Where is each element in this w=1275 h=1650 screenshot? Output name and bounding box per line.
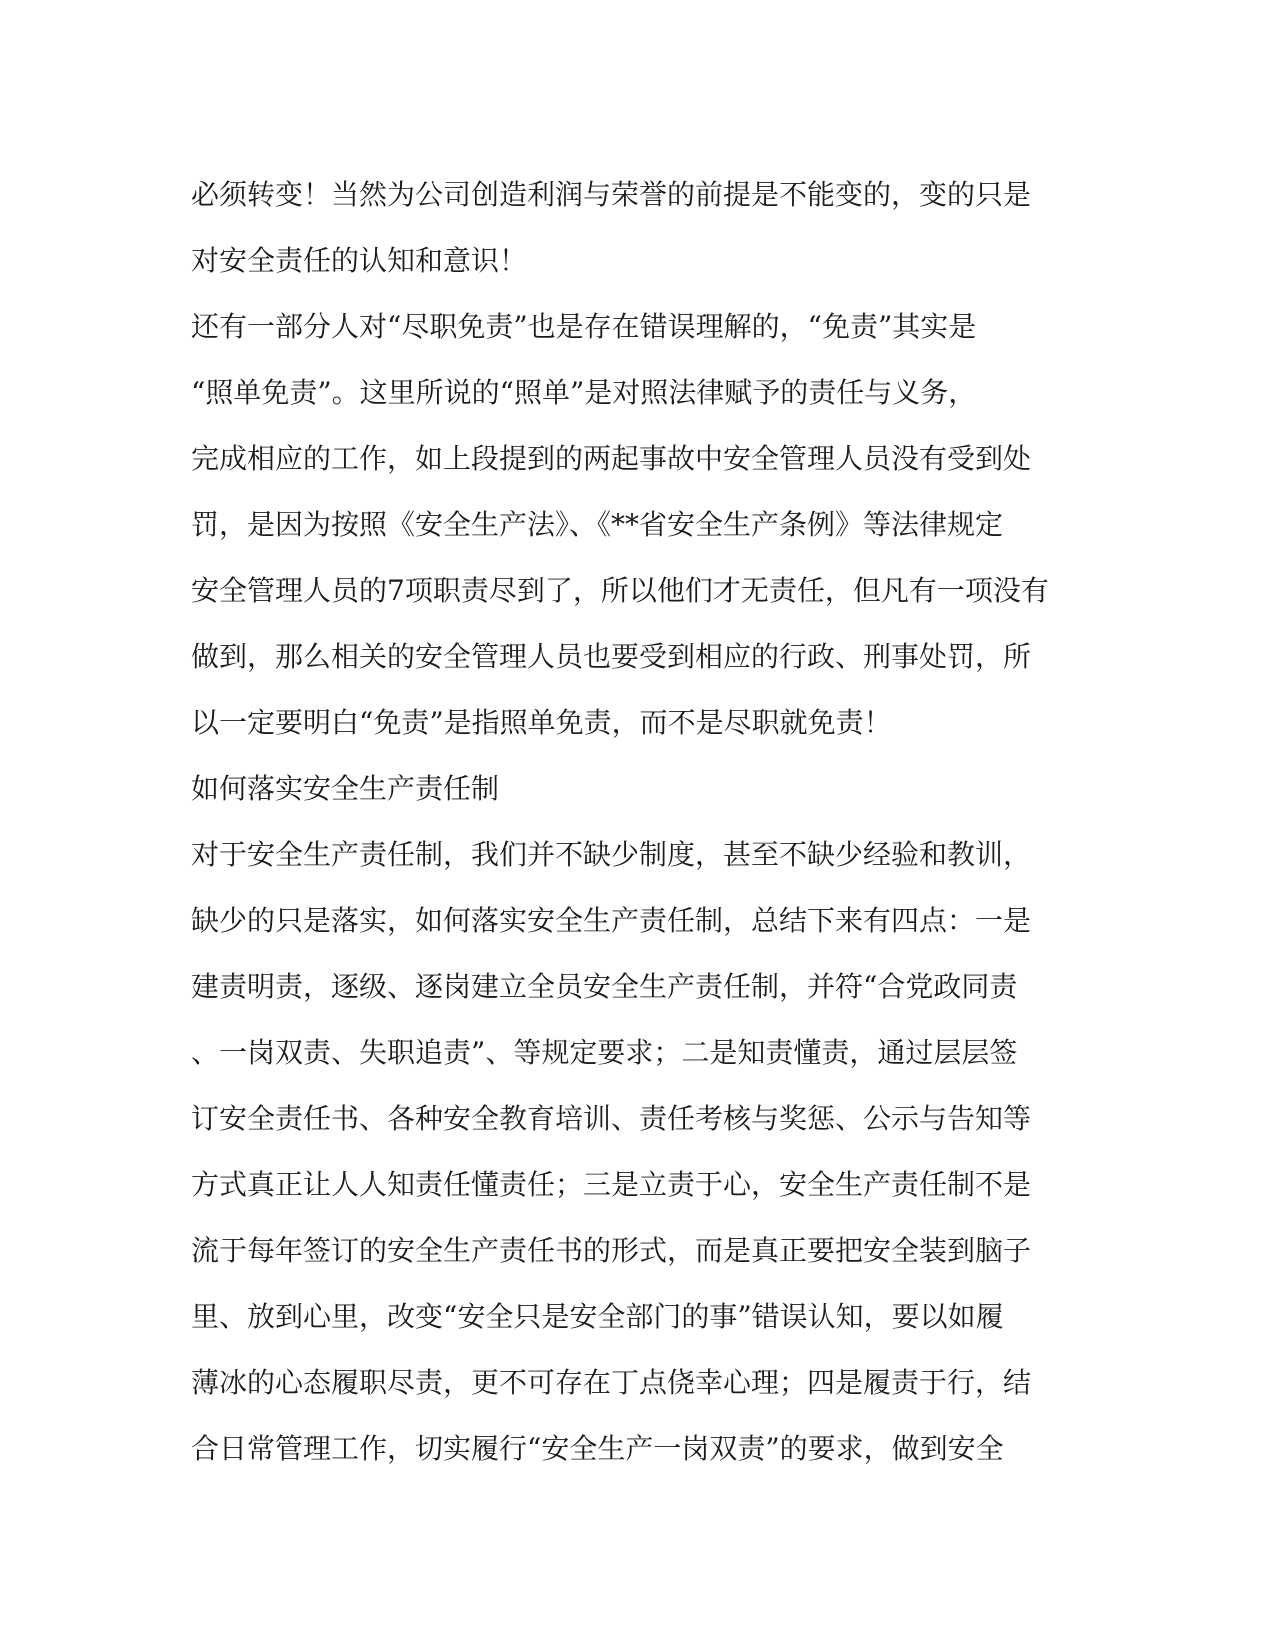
text-line: 合日常管理工作，切实履行“安全生产一岗双责”的要求，做到安全 xyxy=(191,1432,1004,1465)
body-text xyxy=(191,162,1091,1482)
text-line: 方式真正让人人知责任懂责任；三是立责于心，安全生产责任制不是 xyxy=(191,1168,1032,1201)
text-line: 罚，是因为按照《安全生产法》、《**省安全生产条例》等法律规定 xyxy=(191,508,1004,541)
text-line: 对安全责任的认知和意识！ xyxy=(191,244,528,277)
text-line: 订安全责任书、各种安全教育培训、责任考核与奖惩、公示与告知等 xyxy=(191,1102,1032,1135)
text-line: “照单免责”。这里所说的“照单”是对照法律赋予的责任与义务， xyxy=(191,376,977,409)
text-line: 安全管理人员的7项职责尽到了，所以他们才无责任，但凡有一项没有 xyxy=(191,574,1049,607)
text-line: 薄冰的心态履职尽责，更不可存在丁点侥幸心理；四是履责于行，结 xyxy=(191,1366,1032,1399)
text-line: 流于每年签订的安全生产责任书的形式，而是真正要把安全装到脑子 xyxy=(191,1234,1032,1267)
text-line: 、一岗双责、失职追责”、等规定要求；二是知责懂责，通过层层签 xyxy=(191,1036,1018,1069)
section-heading: 如何落实安全生产责任制 xyxy=(191,772,500,805)
text-line: 以一定要明白“免责”是指照单免责，而不是尽职就免责！ xyxy=(191,706,892,739)
text-line: 对于安全生产责任制，我们并不缺少制度，甚至不缺少经验和教训， xyxy=(191,838,1032,871)
text-line: 缺少的只是落实，如何落实安全生产责任制，总结下来有四点：一是 xyxy=(191,904,1032,937)
text-line: 完成相应的工作，如上段提到的两起事故中安全管理人员没有受到处 xyxy=(191,442,1032,475)
text-line: 做到，那么相关的安全管理人员也要受到相应的行政、刑事处罚，所 xyxy=(191,640,1032,673)
text-line: 建责明责，逐级、逐岗建立全员安全生产责任制，并符“合党政同责 xyxy=(191,970,1018,1003)
text-line: 还有一部分人对“尽职免责”也是存在错误理解的，“免责”其实是 xyxy=(191,310,977,343)
text-line: 里、放到心里，改变“安全只是安全部门的事”错误认知，要以如履 xyxy=(191,1300,1004,1333)
text-line: 必须转变！当然为公司创造利润与荣誉的前提是不能变的，变的只是 xyxy=(191,178,1032,211)
